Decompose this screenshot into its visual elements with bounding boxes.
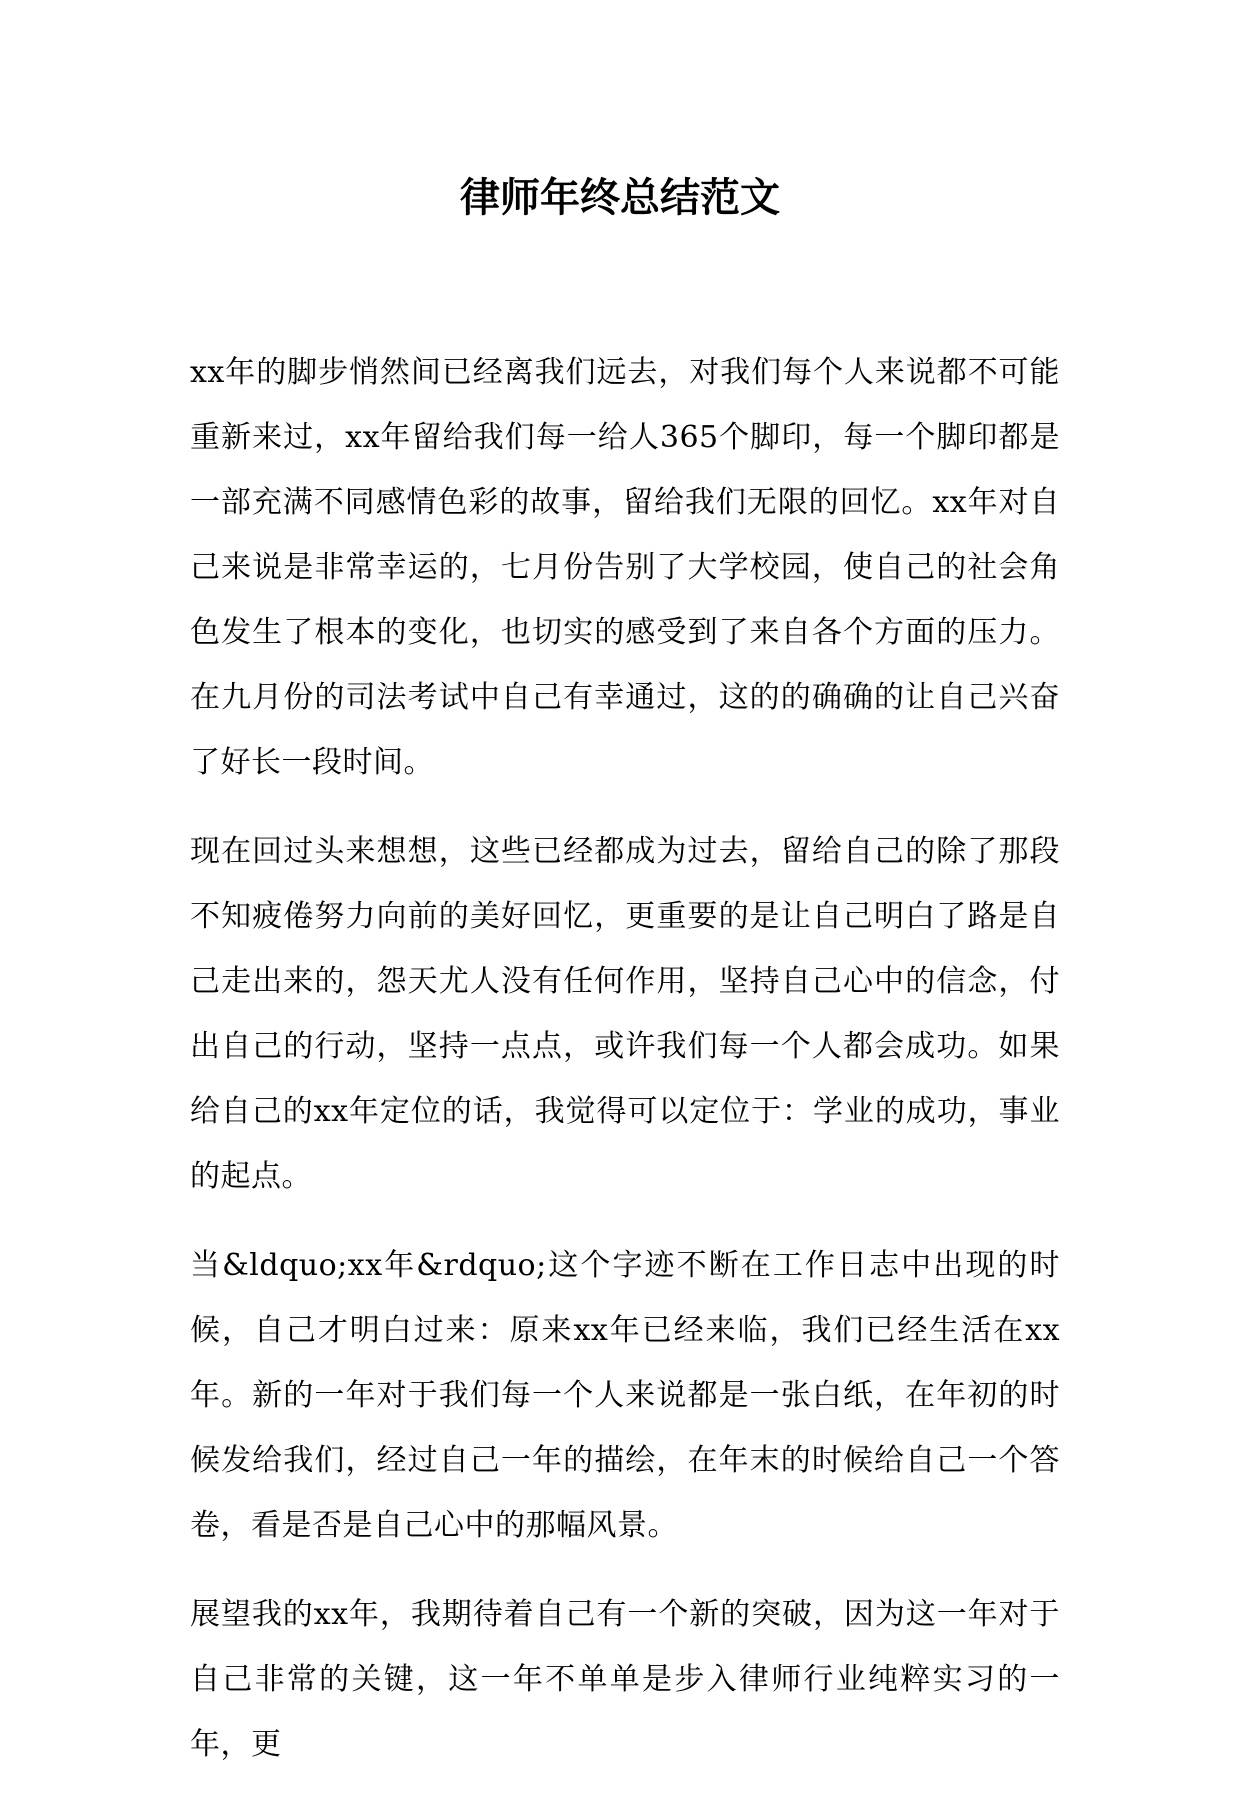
document-title: 律师年终总结范文 (460, 174, 780, 221)
paragraph: 当&ldquo;xx年&rdquo;这个字迹不断在工作日志中出现的时候，自己才明白过来：原来xx年已经来临，我们已经生活在xx年。新的一年对于我们每一个人来说都是一张白纸，在年初的时候发给我们，经过自己一年的描绘，在年末的时候给自己一个答卷，看是否是自己心中的那幅风景。 (190, 1248, 1060, 1543)
paragraph: 现在回过头来想想，这些已经都成为过去，留给自己的除了那段不知疲倦努力向前的美好回忆，更重要的是让自己明白了路是自己走出来的，怨天尤人没有任何作用，坚持自己心中的信念，付出自己的行动，坚持一点点，或许我们每一个人都会成功。如果给自己的xx年定位的话，我觉得可以定位于：学业的成功，事业的起点。 (190, 834, 1060, 1194)
document-body (190, 340, 1060, 1801)
paragraph: xx年的脚步悄然间已经离我们远去，对我们每个人来说都不可能重新来过，xx年留给我们每一给人365个脚印，每一个脚印都是一部充满不同感情色彩的故事，留给我们无限的回忆。xx年对自己来说是非常幸运的，七月份告别了大学校园，使自己的社会角色发生了根本的变化，也切实的感受到了来自各个方面的压力。在九月份的司法考试中自己有幸通过，这的的确确的让自己兴奋了好长一段时间。 (190, 355, 1060, 780)
paragraph: 展望我的xx年，我期待着自己有一个新的突破，因为这一年对于自己非常的关键，这一年不单单是步入律师行业纯粹实习的一年，更 (190, 1597, 1060, 1762)
